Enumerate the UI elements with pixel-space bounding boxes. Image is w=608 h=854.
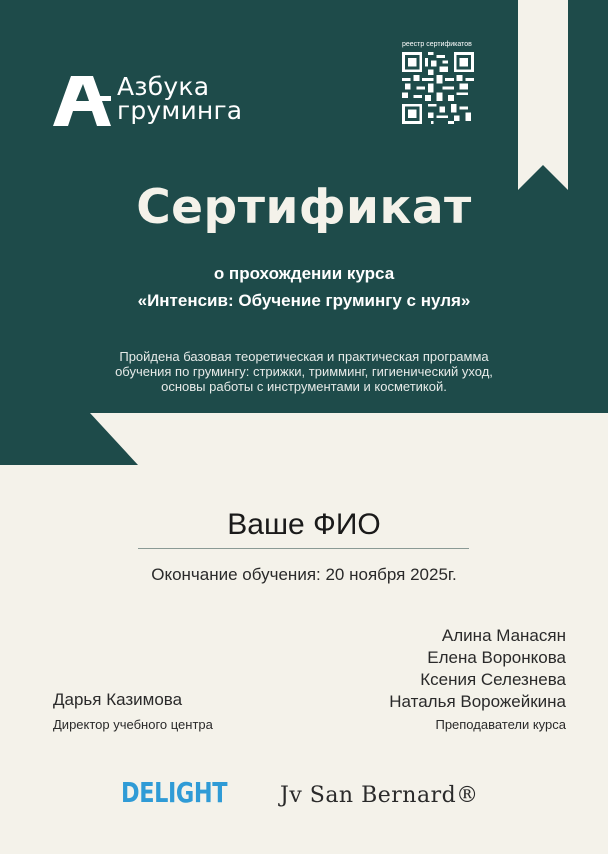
teacher-name: Алина Манасян: [441, 626, 566, 645]
description-line: Пройдена базовая теоретическая и практическая программа: [119, 349, 489, 364]
description-line: обучения по грумингу: стрижки, тримминг, гигиенический уход,: [115, 364, 493, 379]
recipient-name[interactable]: Ваше ФИО: [227, 508, 381, 541]
teacher-name: Наталья Ворожейкина: [389, 692, 566, 711]
description-line: основы работы с инструментами и косметикой.: [161, 379, 447, 394]
teacher-name: Елена Воронкова: [427, 648, 566, 667]
teachers-signatures: [389, 625, 566, 713]
ribbon-bookmark: [518, 0, 568, 190]
teacher-name: Ксения Селезнева: [420, 670, 566, 689]
logo-line2: груминга: [117, 96, 243, 125]
course-subtitle-line2: «Интенсив: Обучение грумингу с нуля»: [137, 291, 471, 310]
qr-code-icon[interactable]: [402, 52, 474, 124]
logo-text: [117, 72, 243, 125]
completion-date: Окончание обучения: 20 ноября 2025г.: [151, 565, 457, 584]
certificate-title: Сертификат: [136, 180, 472, 235]
logo-line1: Азбука: [117, 72, 210, 101]
name-underline: [138, 548, 469, 549]
teachers-role: Преподаватели курса: [435, 717, 566, 732]
course-description: [70, 349, 538, 394]
course-subtitle-line1: о прохождении курса: [213, 264, 395, 283]
qr-label: реестр сертификатов: [402, 41, 472, 48]
jsb-logo: Jv San Bernard®: [280, 783, 479, 808]
director-name: Дарья Казимова: [53, 690, 183, 709]
director-role: Директор учебного центра: [53, 717, 213, 732]
delight-logo: DELIGHT: [121, 776, 228, 809]
